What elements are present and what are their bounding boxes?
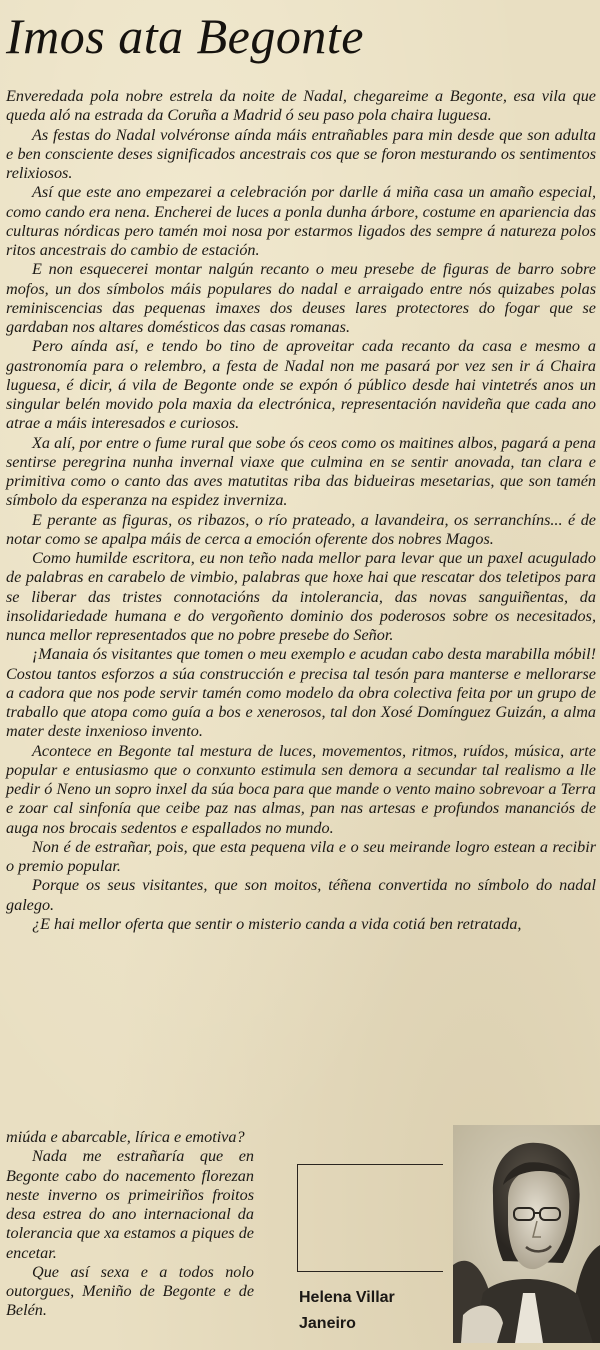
article-closing-block (6, 1128, 596, 1343)
closing-column (6, 1128, 254, 1321)
paragraph: Acontece en Begonte tal mestura de luces, movementos, ritmos, ruídos, música, arte popular e entusiasmo que o conxunto estimula sen demora a secundar tal realismo a lle pedir ó Neno un sopro inxel da súa boca para que mande o vento maino sobrevoar a Terra e zoar cal sinfonía que ceibe paz nas almas, pan nas artesas e profundos mananciós de auga nos brocais sedentos e espallados no mundo. (6, 741, 596, 837)
paragraph: Enveredada pola nobre estrela da noite de Nadal, chegareime a Begonte, esa vila que queda aló na estrada da Coruña a Madrid ó seu paso pola chaira luguesa. (6, 87, 596, 125)
author-portrait-photo (453, 1125, 600, 1343)
portrait-illustration (453, 1125, 600, 1343)
paragraph: Que así sexa e a todos nolo outorgues, Meniño de Begonte e de Belén. (6, 1262, 254, 1320)
paragraph: miúda e abarcable, lírica e emotiva? (6, 1128, 245, 1146)
author-byline (299, 1285, 395, 1337)
article-title: Imos ata Begonte (6, 8, 364, 64)
author-name-line2: Janeiro (299, 1315, 356, 1332)
paragraph: Como humilde escritora, eu non teño nada mellor para levar que un paxel acugulado de palabras en carabelo de vimbio, palabras que hoxe hai que rescatar dos teletipos para se liberar das tristes connotacións da intolerancia, das novas sanguiñentas, da insolidariedade humana e do vergoñento dominio dos poderosos sobre os necesitados, nunca mellor representados que no pobre presebe do Señor. (6, 549, 596, 644)
author-name-line1: Helena Villar (299, 1289, 395, 1306)
paragraph: E non esquecerei montar nalgún recanto o meu presebe de figuras de barro sobre mofos, un dos símbolos máis populares do nadal e arraigado entre nós quizabes polas reminiscencias das pequenas imaxes dos deuses lares protectores do fogar que se gardaban nos altares domésticos das casas romanas. (6, 260, 596, 336)
paragraph: ¡Manaia ós visitantes que tomen o meu exemplo e acudan cabo desta marabilla móbil! Costou tantos esforzos a súa construcción e precisa tal tesón para manterse e mellorarse a cadora que nos pode servir tamén como modelo da obra colectiva feita por un grupo de traballo que atopa como guía a bos e xenerosos, tal don Xosé Domínguez Guizán, a alma mater deste inxenioso invento. (6, 645, 596, 741)
paragraph: ¿E hai mellor oferta que sentir o misterio canda a vida cotiá ben retratada, (32, 914, 522, 933)
article-body (6, 87, 596, 934)
paragraph: Pero aínda así, e tendo bo tino de aproveitar cada recanto da casa e mesmo a gastronomía para o relembro, a festa de Nadal non me pasará por vez sen ir á Chaira luguesa, é dicir, á vila de Begonte onde se expón ó público desde hai vintetrés anos un singular belén movido pola maxia da electrónica, representación navideña que cada ano atrae a máis interesados e curiosos. (6, 337, 596, 433)
paragraph: Nada me estrañaría que en Begonte cabo do nacemento florezan neste inverno os primeiriños froitos desa estrea do ano internacional da tolerancia que xa estamos a piques de encetar. (6, 1147, 254, 1262)
paragraph: Xa alí, por entre o fume rural que sobe ós ceos como os maitines albos, pagará a pena sentirse peregrina nunha invernal viaxe que culmina en se sentir anovada, tan clara e primitiva como o canto das aves matutitas riba das bidueiras mesetarias, que son tamén símbolo da esperanza na espidez inverniza. (6, 433, 596, 510)
paragraph: Porque os seus visitantes, que son moitos, téñena convertida no símbolo do nadal galego. (6, 876, 596, 914)
signature-frame (297, 1164, 443, 1272)
paragraph: Así que este ano empezarei a celebración por darlle á miña casa un amaño especial, como cando era nena. Encherei de luces a ponla dunha árbore, costume en apariencia das culturas nórdicas pero tamén moi nosa por estarmos ligados des sempre á natureza polos ritos ancestrais do cambio de estación. (6, 183, 596, 259)
paragraph: E perante as figuras, os ribazos, o río prateado, a lavandeira, os serranchíns... é de notar como se apalpa máis de cerca a emoción oferente dos nobres Magos. (6, 510, 596, 548)
paragraph: Non é de estrañar, pois, que esta pequena vila e o seu meirande logro estean a recibir o premio popular. (6, 837, 596, 875)
paragraph: As festas do Nadal volvéronse aínda máis entrañables para min desde que son adulta e ben consciente deses significados ancestrais cos que se foron mesturando os sentimentos relixiosos. (6, 125, 596, 182)
